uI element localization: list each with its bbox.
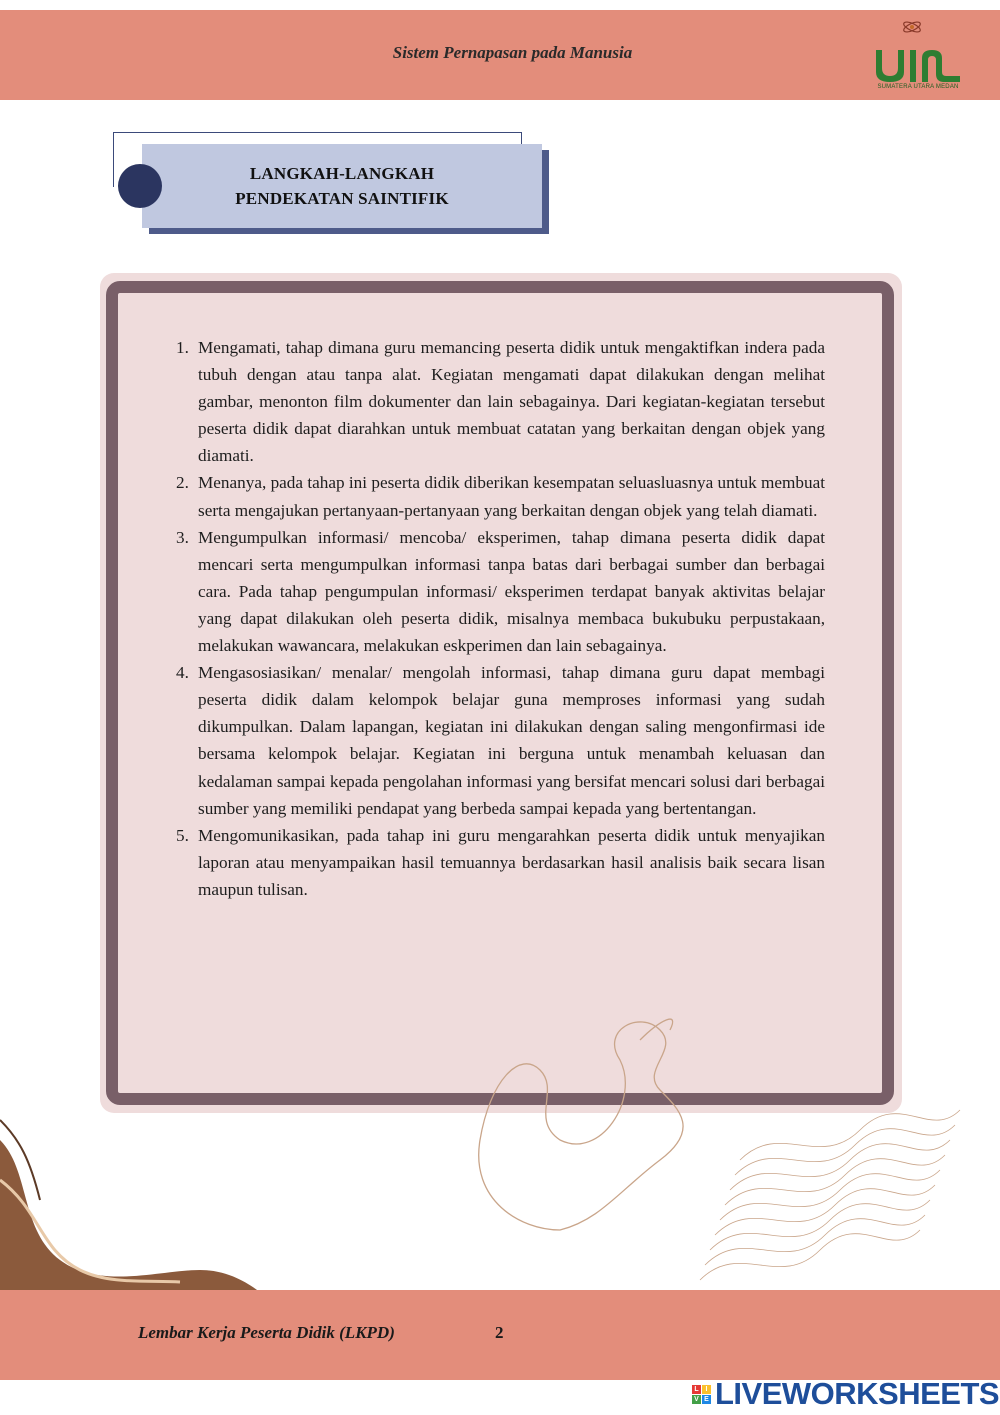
step-text: Menanya, pada tahap ini peserta didik diberikan kesempatan seluasluasnya untuk membuat serta mengajukan pertanyaan-pertanyaan yang berkaitan dengan objek yang telah diamati. [198,473,825,520]
wave-lines [700,1110,960,1280]
step-number: 3. [176,527,189,547]
liveworksheets-icon [692,1385,711,1404]
logo-caption: SUMATERA UTARA MEDAN [877,84,959,90]
section-title-line1: LANGKAH-LANGKAH [249,164,435,183]
footer-text: Lembar Kerja Peserta Didik (LKPD) [138,1323,395,1342]
step-number: 4. [176,663,189,683]
squiggle-outline [479,1022,683,1230]
corner-swoosh [0,1140,260,1292]
liveworksheets-text: LIVEWORKSHEETS [715,1376,1000,1411]
step-text: Mengamati, tahap dimana guru memancing peserta didik untuk mengaktifkan indera pada tubuh dengan atau tanpa alat. Kegiatan mengamati dapat dilakukan dengan melihat gambar, menonton film dokumenter dan lain sebagainya. Dari kegiatan-kegiatan tersebut peserta didik dapat diarahkan untuk membuat catatan yang berkaitan dengan objek yang diamati. [198,338,825,466]
liveworksheets-watermark[interactable] [692,1376,999,1412]
step-number: 2. [176,473,189,493]
step-text: Mengumpulkan informasi/ mencoba/ eksperimen, tahap dimana peserta didik dapat mencari serta mengumpulkan informasi tanpa batas dari berbagai sumber dan berbagai cara. Pada tahap pengumpulan informasi/ eksperimen terdapat banyak aktivitas belajar yang dapat dilakukan oleh peserta didik, misalnya membaca bukubuku perpustakaan, melakukan wawancara, melakukan eskperimen dan lain sebagainya. [198,527,825,656]
page-number: 2 [495,1323,504,1342]
step-number: 5. [176,825,189,845]
step-text: Mengasosiasikan/ menalar/ mengolah informasi, tahap dimana guru dapat membagi peserta didik dalam kelompok belajar guna memproses informasi yang sudah dikumpulkan. Dalam lapangan, kegiatan ini dilakukan dengan saling mengonfirmasi ide bersama kelompok belajar. Kegiatan ini berguna untuk menambah keluasan dan kedalaman sampai kepada pengolahan informasi yang bersifat mencari solusi dari berbagai sumber yang memiliki pendapat yang berbeda sampai kepada yang bertentangan. [198,663,825,818]
step-number: 1. [176,338,189,357]
section-title-line2: PENDEKATAN SAINTIFIK [235,189,449,208]
icon-letter: E [702,1395,711,1404]
step-text: Mengomunikasikan, pada tahap ini guru mengarahkan peserta didik untuk menyajikan laporan atau menyampaikan hasil temuannya berdasarkan hasil analisis baik secara lisan maupun tulisan. [198,825,825,899]
icon-letter: V [692,1395,701,1404]
icon-letter: L [692,1385,701,1394]
icon-letter: I [702,1385,711,1394]
header-title: Sistem Pernapasan pada Manusia [392,43,633,62]
